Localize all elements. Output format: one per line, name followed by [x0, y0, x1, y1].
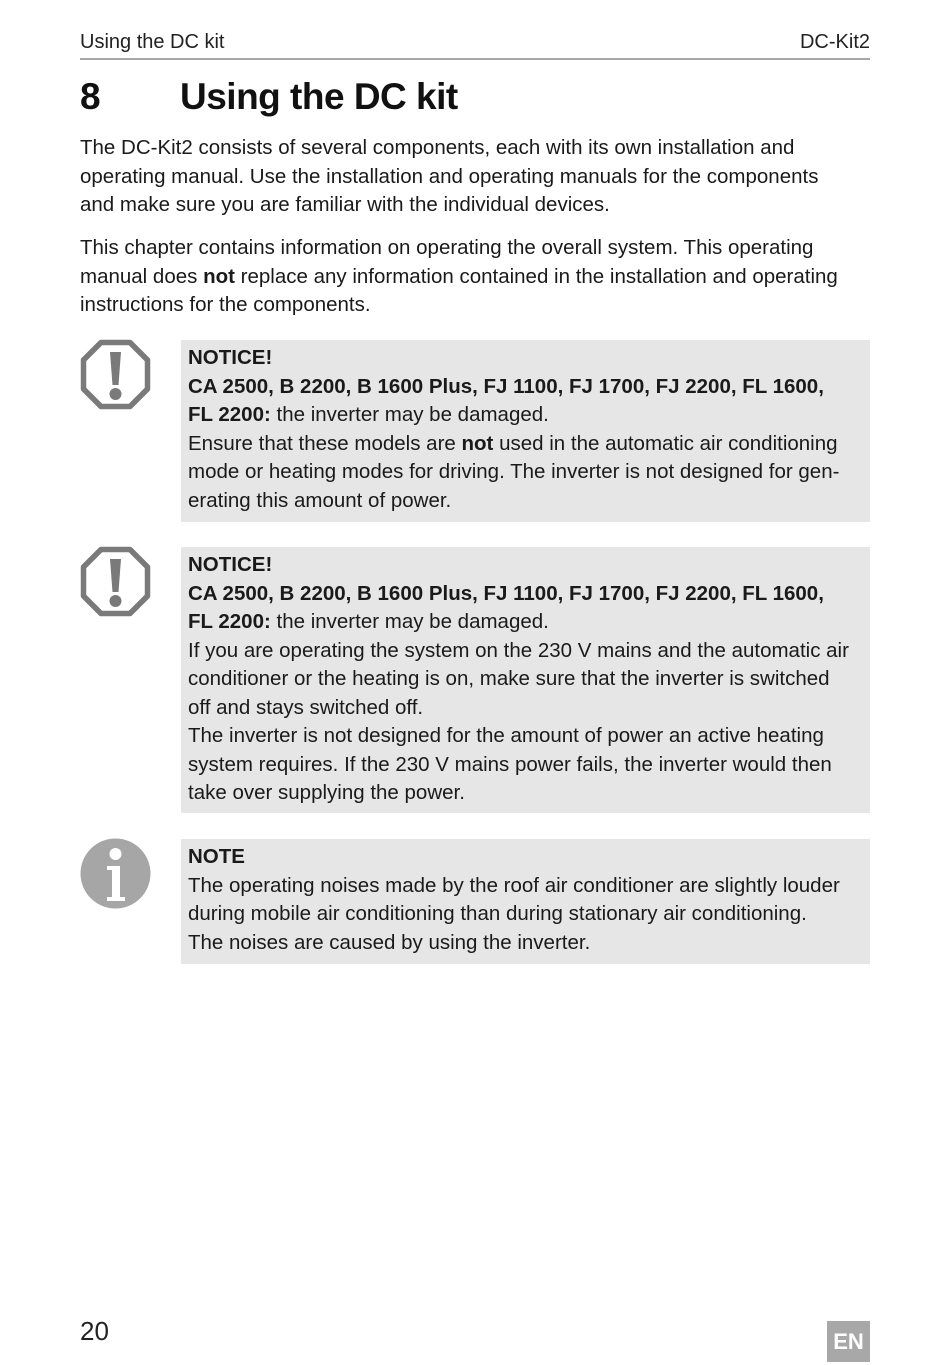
notice-heading-text: NOTICE!	[188, 346, 273, 369]
emphasis-text: not	[203, 264, 235, 288]
notice-consequence-line	[188, 401, 862, 430]
text-run: used in the automatic air conditioning	[493, 431, 838, 455]
language-tab: EN	[827, 1321, 870, 1362]
notice-body-line: conditioner or the heating is on, make sure that the inverter is switched	[188, 667, 830, 690]
notice-models-line	[188, 373, 862, 402]
chapter-heading	[80, 72, 870, 122]
note-body-line: The noises are caused by using the inverter.	[188, 930, 591, 954]
note-heading	[188, 843, 862, 872]
paragraph-line	[80, 263, 872, 292]
scope-paragraph	[80, 234, 872, 320]
note-body-line: The operating noises made by the roof air conditioner are slightly louder	[188, 873, 840, 897]
notice-body-line: mode or heating modes for driving. The inverter is not designed for gen-	[188, 460, 840, 483]
models-list: CA 2500, B 2200, B 1600 Plus, FJ 1100, FJ 1700, FJ 2200, FL 1600,	[188, 374, 824, 398]
models-list-end: FL 2200:	[188, 610, 271, 633]
notice-body-line	[188, 430, 862, 459]
paragraph-line: operating manual. Use the installation and operating manuals for the components	[80, 164, 819, 188]
paragraph-line: This chapter contains information on operating the overall system. This operating	[80, 236, 814, 259]
paragraph-line: instructions for the components.	[80, 293, 371, 316]
paragraph-line: The DC-Kit2 consists of several components, each with its own installation and	[80, 136, 795, 159]
notice-heading	[188, 551, 862, 580]
note-body-line: during mobile air conditioning than during stationary air conditioning.	[188, 902, 807, 925]
notice-body-line: take over supplying the power.	[188, 781, 465, 804]
notice-heading-text: NOTICE!	[188, 553, 273, 576]
running-header	[80, 28, 870, 60]
text-run: replace any information contained in the installation and operating	[234, 264, 838, 288]
intro-paragraph	[80, 134, 872, 220]
notice-heading	[188, 344, 862, 373]
notice-box	[181, 340, 870, 522]
notice-consequence-line	[188, 608, 862, 637]
consequence-text: the inverter may be damaged.	[270, 403, 549, 426]
emphasis-text: not	[461, 431, 494, 455]
note-box	[181, 839, 870, 964]
notice-body-line: The inverter is not designed for the amount of power an active heating	[188, 724, 824, 747]
notice-body-line: off and stays switched off.	[188, 695, 424, 719]
page-number: 20	[80, 1316, 109, 1346]
header-product-name: DC-Kit2	[799, 31, 870, 53]
info-icon	[80, 838, 151, 909]
notice-body-line: system requires. If the 230 V mains power fails, the inverter would then	[188, 752, 832, 776]
consequence-text: the inverter may be damaged.	[270, 610, 549, 633]
models-list: CA 2500, B 2200, B 1600 Plus, FJ 1100, FJ 1700, FJ 2200, FL 1600,	[188, 581, 824, 605]
notice-box	[181, 547, 870, 813]
models-list-end: FL 2200:	[188, 403, 271, 426]
notice-body-line: erating this amount of power.	[188, 488, 452, 512]
text-run: Ensure that these models are	[188, 431, 462, 455]
note-heading-text: NOTE	[188, 845, 245, 868]
chapter-number: 8	[80, 76, 101, 117]
exclamation-octagon-icon	[80, 339, 151, 410]
notice-models-line	[188, 580, 862, 609]
notice-body-line: If you are operating the system on the 230 V mains and the automatic air	[188, 638, 849, 662]
text-run: manual does	[80, 264, 204, 288]
header-section-title: Using the DC kit	[80, 31, 225, 53]
exclamation-octagon-icon	[80, 546, 151, 617]
chapter-title: Using the DC kit	[180, 76, 458, 117]
paragraph-line: and make sure you are familiar with the individual devices.	[80, 193, 610, 216]
